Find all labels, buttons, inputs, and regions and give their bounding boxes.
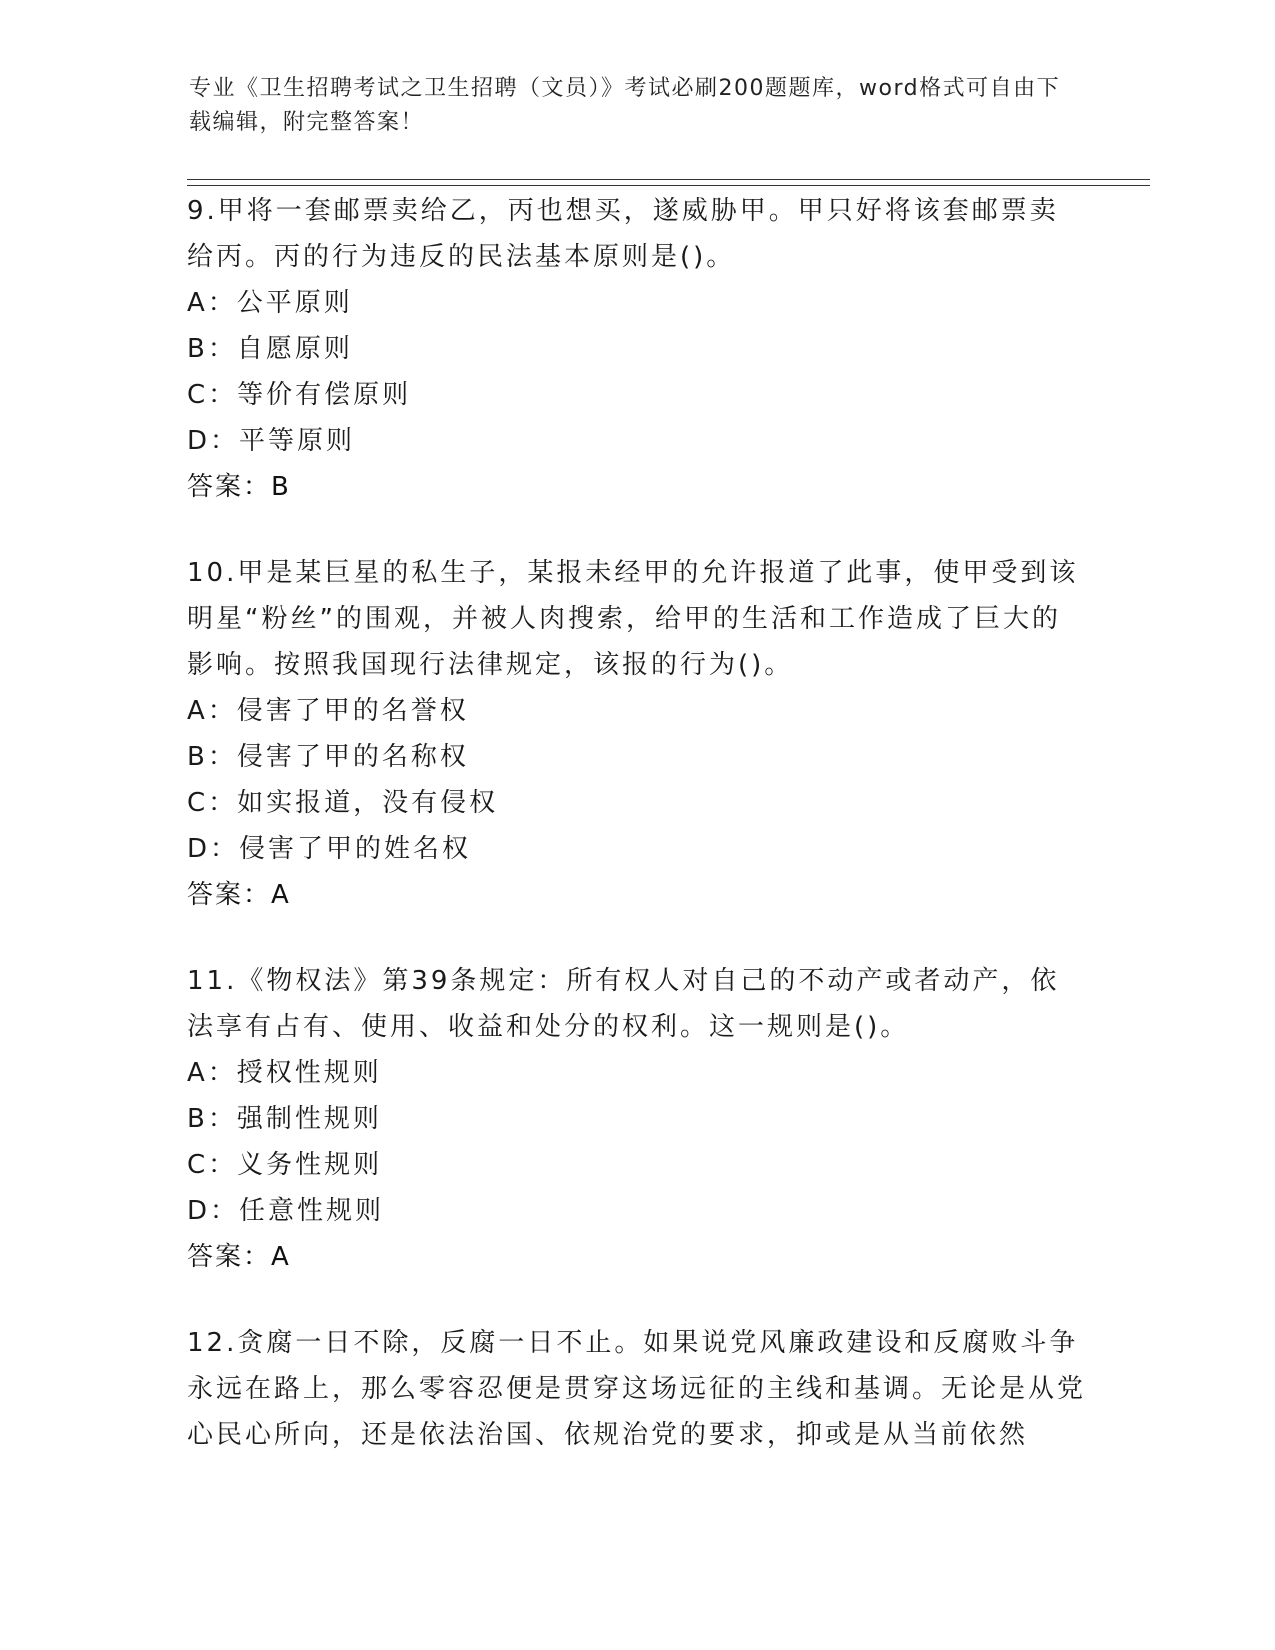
question-11: [187, 958, 1087, 1280]
answer-line: 答案：B: [187, 472, 291, 502]
question-stem: 12.贪腐一日不除，反腐一日不止。如果说党风廉政建设和反腐败斗争永远在路上，那么零容忍便是贯穿这场远征的主线和基调。无论是从党心民心所向，还是依法治国、依规治党的要求，抑或是从当前依然: [187, 1328, 1087, 1450]
header-divider: [187, 179, 1150, 186]
option-d: D：侵害了甲的姓名权: [187, 834, 472, 864]
question-10: [187, 550, 1087, 918]
document-header: [189, 72, 1069, 140]
option-a: A：授权性规则: [187, 1058, 382, 1088]
option-b: B：自愿原则: [187, 334, 353, 364]
option-c: C：等价有偿原则: [187, 380, 412, 410]
question-list: [187, 188, 1087, 1498]
option-b: B：侵害了甲的名称权: [187, 742, 469, 772]
option-a: A：侵害了甲的名誉权: [187, 696, 469, 726]
question-stem: 11.《物权法》第39条规定：所有权人对自己的不动产或者动产，依法享有占有、使用、收益和处分的权利。这一规则是()。: [187, 966, 1060, 1042]
option-a: A：公平原则: [187, 288, 353, 318]
answer-line: 答案：A: [187, 1242, 291, 1272]
question-12: [187, 1320, 1087, 1458]
option-c: C：如实报道，没有侵权: [187, 788, 499, 818]
question-stem: 9.甲将一套邮票卖给乙，丙也想买，遂威胁甲。甲只好将该套邮票卖给丙。丙的行为违反的民法基本原则是()。: [187, 196, 1059, 272]
option-d: D：任意性规则: [187, 1196, 385, 1226]
option-b: B：强制性规则: [187, 1104, 382, 1134]
answer-line: 答案：A: [187, 880, 291, 910]
question-stem: 10.甲是某巨星的私生子，某报未经甲的允许报道了此事，使甲受到该明星“粉丝”的围观，并被人肉搜索，给甲的生活和工作造成了巨大的影响。按照我国现行法律规定，该报的行为()。: [187, 558, 1079, 680]
question-9: [187, 188, 1087, 510]
option-c: C：义务性规则: [187, 1150, 383, 1180]
header-text: 专业《卫生招聘考试之卫生招聘（文员）》考试必刷200题题库，word格式可自由下载编辑，附完整答案！: [189, 76, 1061, 135]
option-d: D：平等原则: [187, 426, 356, 456]
